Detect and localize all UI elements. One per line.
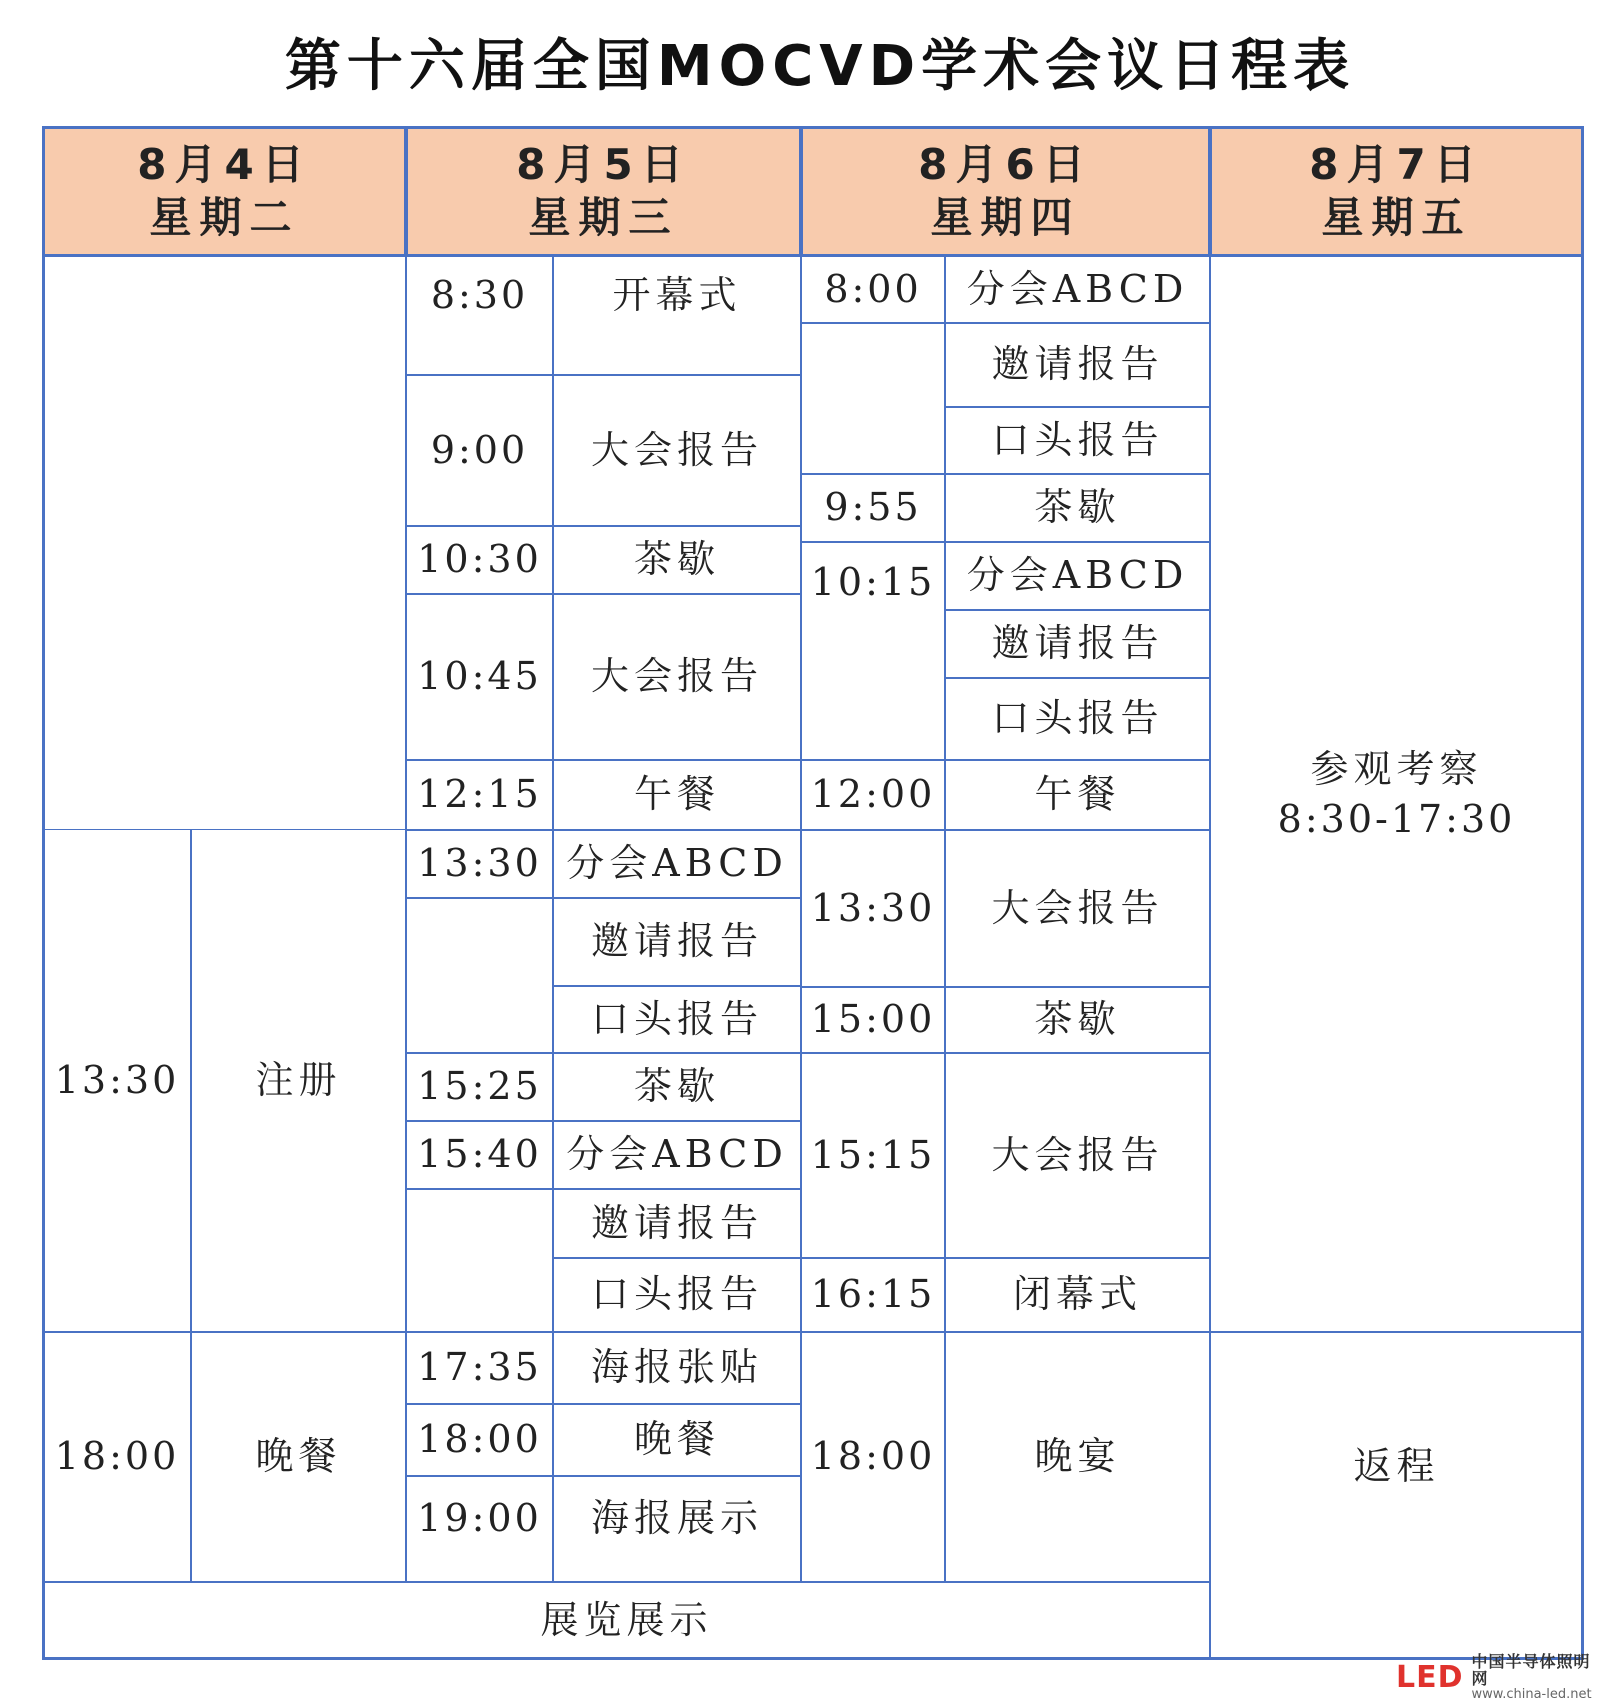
aug6-event: 午餐 [944, 759, 1211, 831]
header-day-2 [405, 126, 802, 257]
aug5-time: 17:35 [405, 1331, 554, 1405]
aug6-event: 大会报告 [944, 1052, 1211, 1259]
aug6-event: 邀请报告 [944, 609, 1211, 679]
aug5-event: 午餐 [552, 759, 802, 831]
aug6-time: 15:15 [800, 1052, 946, 1259]
aug5-time: 15:25 [405, 1052, 554, 1122]
header-weekday: 星期二 [149, 192, 300, 242]
aug5-time: 15:40 [405, 1120, 554, 1190]
aug7-visit [1209, 256, 1584, 1333]
aug6-event: 邀请报告 [944, 322, 1211, 408]
logo-text [1472, 1654, 1599, 1701]
aug6-time: 10:15 [800, 541, 946, 761]
aug5-event: 开幕式 [552, 256, 802, 376]
header-date: 8月4日 [137, 140, 312, 189]
aug5-event: 邀请报告 [552, 897, 802, 987]
header-weekday: 星期四 [930, 192, 1081, 242]
logo-site-url: www.china-led.net [1471, 1686, 1592, 1702]
logo-site-name: 中国半导体照明网 [1471, 1652, 1591, 1688]
aug6-time: 8:00 [800, 256, 946, 324]
aug5-time: 19:00 [405, 1475, 554, 1583]
header-weekday: 星期三 [528, 192, 679, 242]
aug6-time: 9:55 [800, 473, 946, 543]
header-date: 8月5日 [516, 140, 691, 189]
aug6-time: 16:15 [800, 1257, 946, 1333]
aug6-event: 茶歇 [944, 986, 1211, 1054]
aug5-event: 茶歇 [552, 525, 802, 595]
aug5-event: 海报张贴 [552, 1331, 802, 1405]
aug7-visit-time: 8:30-17:30 [1277, 796, 1516, 841]
header-date: 8月6日 [918, 140, 1093, 189]
aug5-time-blank [405, 897, 554, 1054]
aug5-event: 晚餐 [552, 1403, 802, 1477]
aug5-time: 10:45 [405, 593, 554, 761]
header-date: 8月7日 [1309, 140, 1484, 189]
aug5-event: 大会报告 [552, 593, 802, 761]
aug4-registration-time: 13:30 [42, 829, 192, 1333]
aug6-event: 大会报告 [944, 829, 1211, 988]
exhibition-row: 展览展示 [42, 1581, 1211, 1660]
aug5-event: 口头报告 [552, 985, 802, 1054]
header-weekday: 星期五 [1321, 192, 1472, 242]
header-day-1 [42, 126, 407, 257]
aug4-empty-morning [42, 256, 407, 830]
aug6-time: 18:00 [800, 1331, 946, 1583]
aug6-time: 15:00 [800, 986, 946, 1054]
aug6-event: 口头报告 [944, 677, 1211, 761]
aug5-time: 12:15 [405, 759, 554, 831]
aug5-event: 大会报告 [552, 374, 802, 527]
aug6-event: 闭幕式 [944, 1257, 1211, 1333]
aug5-time: 9:00 [405, 374, 554, 527]
aug4-dinner-event: 晚餐 [190, 1331, 407, 1583]
aug5-time: 13:30 [405, 829, 554, 899]
aug5-event: 分会ABCD [552, 829, 802, 899]
page-title: 第十六届全国MOCVD学术会议日程表 [284, 34, 1356, 99]
aug4-dinner-time: 18:00 [42, 1331, 192, 1583]
aug7-return: 返程 [1209, 1331, 1584, 1660]
header-day-4 [1209, 126, 1584, 257]
aug6-event: 晚宴 [944, 1331, 1211, 1583]
aug6-event: 分会ABCD [944, 541, 1211, 611]
aug5-event: 邀请报告 [552, 1188, 802, 1259]
aug7-visit-label: 参观考察 [1310, 747, 1483, 792]
aug5-event: 口头报告 [552, 1257, 802, 1333]
aug5-event: 茶歇 [552, 1052, 802, 1122]
aug6-event: 分会ABCD [944, 256, 1211, 324]
aug6-time: 12:00 [800, 759, 946, 831]
aug5-event: 分会ABCD [552, 1120, 802, 1190]
led-logo-icon: LED [1396, 1660, 1464, 1696]
aug4-registration-event: 注册 [190, 829, 407, 1333]
aug6-event: 茶歇 [944, 473, 1211, 543]
aug5-time-blank [405, 1188, 554, 1333]
aug5-time: 18:00 [405, 1403, 554, 1477]
aug6-event: 口头报告 [944, 406, 1211, 475]
aug6-time-blank [800, 322, 946, 475]
aug5-event: 海报展示 [552, 1475, 802, 1583]
aug5-time: 10:30 [405, 525, 554, 595]
header-day-3 [800, 126, 1211, 257]
site-logo [1396, 1654, 1599, 1701]
aug5-time: 8:30 [405, 256, 554, 376]
aug6-time: 13:30 [800, 829, 946, 988]
